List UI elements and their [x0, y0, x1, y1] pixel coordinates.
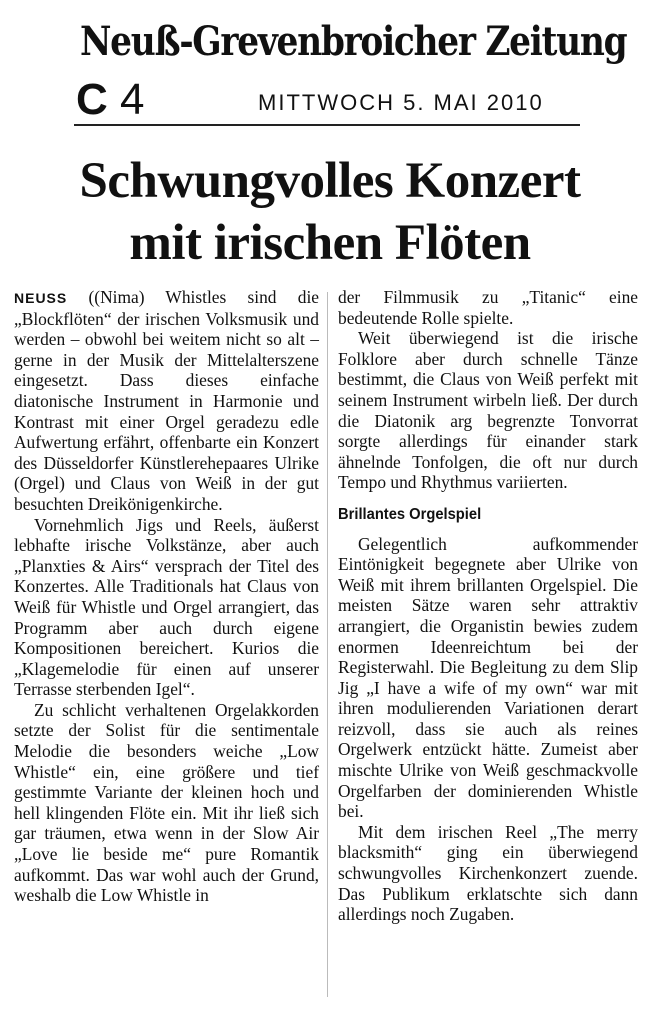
section-letter: C	[76, 75, 108, 124]
paragraph-text: ((Nima) Whistles sind die „Blockflöten“ der irischen Volksmusik und werden – obwohl bei weitem nicht so alt – gerne in der Musik der Mittelalterszene eingesetzt. Dass dieses einfache diatonische Instrument in Harmonie und Kontrast mit einer Orgel geradezu edle Aufwertung erfährt, offenbarte ein Konzert des Düsseldorfer Künstlerehepaares Ulrike (Orgel) und Claus von Weiß in der gut besuchten Dreikönigenkirche.	[14, 287, 319, 514]
article-column-right	[338, 287, 638, 925]
newspaper-masthead: Neuß-Grevenbroicher Zeitung	[80, 18, 627, 65]
article-headline	[20, 150, 640, 274]
headline-line-2: mit irischen Flöten	[129, 215, 531, 271]
article-paragraph: Mit dem irischen Reel „The merry blacksmith“ ging ein überwiegend schwungvolles Kirchenkonzert zuende. Das Publikum erklatschte sich dann allerdings noch Zugaben.	[338, 821, 638, 925]
article-paragraph: der Filmmusik zu „Titanic“ eine bedeutende Rolle spielte.	[338, 287, 638, 328]
article-subheading: Brillantes Orgelspiel	[338, 505, 482, 523]
masthead-rule	[74, 124, 580, 126]
article-paragraph: Weit überwiegend ist die irische Folklore aber durch schnelle Tänze bestimmt, die Claus von Weiß perfekt mit seinem Instrument wirbeln ließ. Der durch die Diatonik arg begrenzte Tonvorrat sorgte allerdings für einander stark ähnelnde Tonfolgen, die oft nur durch Tempo und Rhythmus variierten.	[338, 328, 638, 493]
article-paragraph	[14, 287, 319, 515]
issue-date: MITTWOCH 5. MAI 2010	[258, 90, 544, 115]
headline-line-1: Schwungvolles Konzert	[79, 153, 581, 209]
article-paragraph: Zu schlicht verhaltenen Orgelakkorden setzte der Solist für die sentimentale Melodie die besonders weiche „Low Whistle“ ein, eine größere und tief gestimmte Variante der kleinen hoch und hell klingenden Flöte ein. Mit ihr ließ sich gar träumen, etwa wenn in der Slow Air „Love lie beside me“ pure Romantik aufkommt. Das war wohl auch der Grund, weshalb die Low Whistle in	[14, 699, 319, 906]
column-divider	[327, 292, 328, 997]
article-column-left	[14, 287, 319, 906]
section-page-marker	[76, 75, 145, 124]
article-paragraph: Gelegentlich aufkommender Eintönigkeit begegnete aber Ulrike von Weiß mit ihrem brillanten Orgelspiel. Die meisten Sätze waren sehr attraktiv arrangiert, die Organistin bewies zudem enormen Ideenreichtum bei der Registerwahl. Die Begleitung zu dem Slip Jig „I have a wife of my own“ war mit ihren modulierenden Variationen derart reizvoll, dass sie auch als reines Orgelwerk entzückt hätte. Zumeist aber mischte Ulrike von Weiß geschmackvolle Orgelfarben der dominierenden Whistle bei.	[338, 533, 638, 822]
dateline-city: NEUSS	[14, 290, 68, 306]
article-paragraph: Vornehmlich Jigs und Reels, äußerst lebhafte irische Volkstänze, aber auch „Planxties & Airs“ versprach der Titel des Konzertes. Alle Traditionals hat Claus von Weiß für Whistle und Orgel arrangiert, das Programm aber auch durch eigene Kompositionen bereichert. Kurios die „Klagemelodie für einen auf unserer Terrasse sterbenden Igel“.	[14, 514, 319, 700]
page-number: 4	[120, 75, 145, 124]
